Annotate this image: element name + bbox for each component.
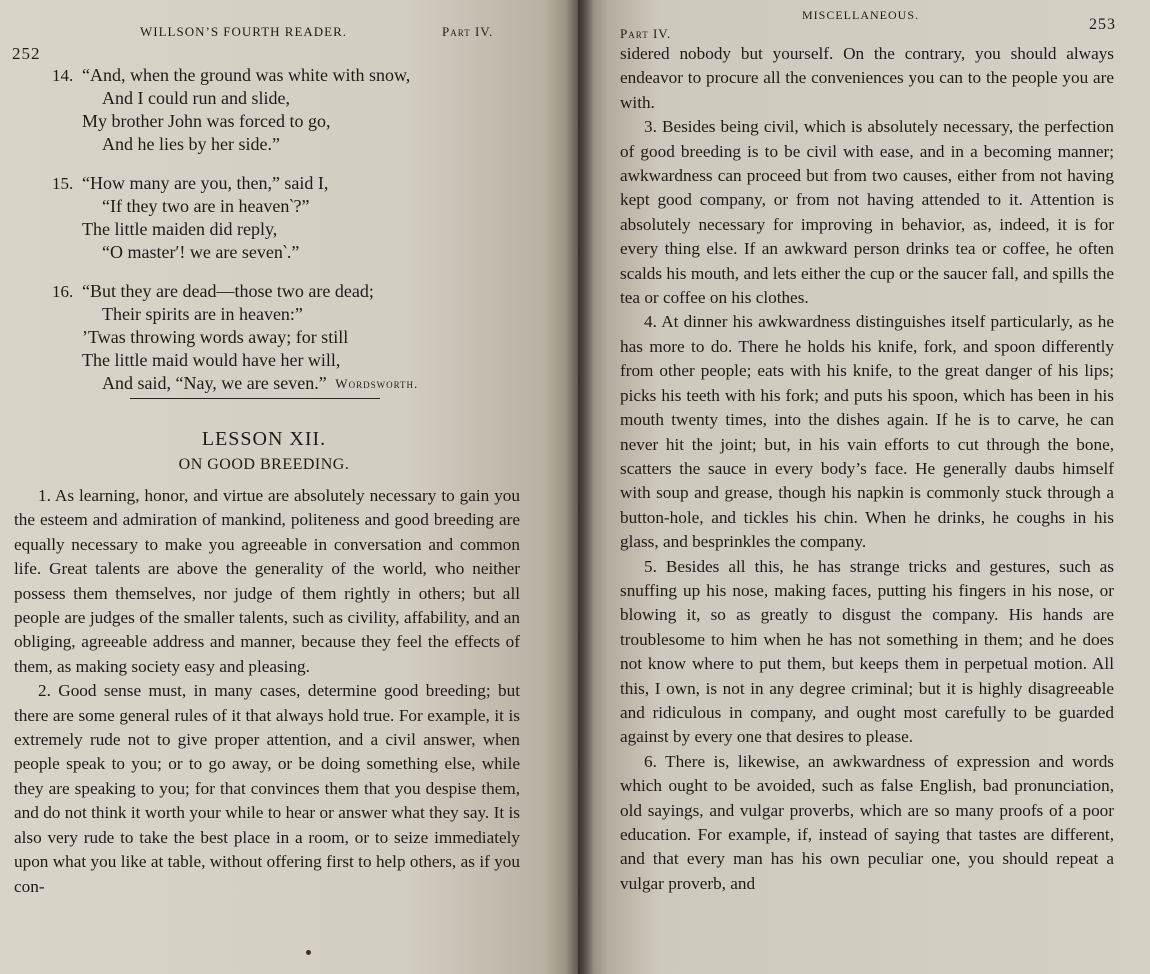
paragraph-1: 1. As learning, honor, and virtue are absolutely necessary to gain you the esteem and admiration of mankind, politeness and good breeding are equally necessary to make you agreeable in conversation and common life. Great talents are above the generality of the world, who neither possess them themselves, nor judge of them rightly in others; but all people are judges of the smaller talents, such as civility, affability, and an obliging, agreeable address and manner, because they feel the effects of them, as making society easy and pleasing. [14, 486, 520, 676]
poem-line: “If they two are in heaven‵?” [102, 196, 310, 216]
lesson-title: LESSON XII. [201, 428, 327, 450]
paragraph-4: 4. At dinner his awkwardness distinguishes itself particularly, as he has more to do. There he holds his knife, fork, and spoon differently from other people; eats with his knife, to the great danger of his lips; picks his teeth with his fork; and puts his spoon, which has been in his mouth twenty times, into the dishes again. If he is to carve, he can never hit the joint; but, in his vain efforts to cut through the bone, scatters the sauce in every body’s face. He generally daubs himself with soup and grease, though his napkin is commonly stuck through a button-hole, and tickles his chin. When he drinks, he coughs in his glass, and besprinkles the company. [620, 312, 1114, 552]
poem-author: Wordsworth. [335, 376, 419, 391]
paragraph-5: 5. Besides all this, he has strange tricks and gestures, such as snuffing up his nose, making faces, putting his fingers in his nose, or blowing it, so as greatly to disgust the company. His hands are troublesome to him when he has not something in them; and he does not know where to put them, but keeps them in perpetual motion. All this, I own, is not in any degree criminal; but it is highly disagreeable and ridiculous in company, and ought most carefully to be guarded against by every one that desires to please. [620, 556, 1114, 747]
paragraph-3: 3. Besides being civil, which is absolutely necessary, the perfection of good breeding is to be civil with ease, and in a becoming manner; awkwardness can proceed but from two causes, either from not having kept good company, or from not having attended to it. Attention is absolutely necessary for improving in behavior, as, indeed, it is for every thing else. If an awkward person drinks tea or coffee, he often scalds his mouth, and lets either the cup or the saucer fall, and spills the tea or coffee on his clothes. [620, 117, 1114, 308]
poem [52, 64, 419, 411]
poem-line: The little maiden did reply, [82, 219, 278, 239]
stanza-14 [52, 64, 410, 156]
lesson-subtitle: ON GOOD BREEDING. [178, 456, 350, 473]
continued-paragraph: sidered nobody but yourself. On the contrary, you should always endeavor to procure all the conveniences you can to the people you are with. [620, 44, 1114, 112]
stanza-15 [52, 172, 410, 264]
stanza-number: 14. [52, 66, 74, 85]
right-body-text [620, 42, 1114, 896]
paragraph-2: 2. Good sense must, in many cases, determine good breeding; but there are some general rules of it that always hold true. For example, it is extremely rude not to give proper attention, and a civil answer, when people speak to you; or to go away, or be doing something else, while they are speaking to you; for that convinces them that you despise them, and do not think it worth your while to hear or answer what they say. It is also very rude to take the best place in a room, or to seize immediately upon what you like at table, without offering first to help others, as if you con- [14, 681, 520, 896]
left-part-label: Part IV. [442, 24, 494, 39]
stanza-number: 15. [52, 174, 74, 193]
right-part-label: Part IV. [620, 26, 672, 41]
right-page [580, 0, 1150, 974]
poem-line: “O master′! we are seven‵.” [102, 242, 300, 262]
stanza-16 [52, 280, 419, 395]
poem-line: “But they are dead—those two are dead; [82, 281, 374, 301]
page-blemish [306, 950, 311, 955]
right-page-number: 253 [1089, 16, 1116, 33]
paragraph-6: 6. There is, likewise, an awkwardness of expression and words which ought to be avoided, such as false English, bad pronunciation, old sayings, and vulgar proverbs, which are so many proofs of a poor education. For example, if, instead of saying that tastes are different, and that every man has his own peculiar one, you should repeat a vulgar proverb, and [620, 751, 1114, 893]
book-gutter [566, 0, 594, 974]
poem-line: And I could run and slide, [102, 88, 290, 108]
section-divider [130, 398, 380, 399]
poem-line: And he lies by her side.” [102, 134, 280, 154]
poem-line: Their spirits are in heaven:” [102, 304, 303, 324]
stanza-number: 16. [52, 282, 74, 301]
poem-line: “And, when the ground was white with snow, [82, 65, 411, 85]
right-running-title: MISCELLANEOUS. [802, 8, 920, 22]
left-running-title: WILLSON’S FOURTH READER. [140, 24, 348, 39]
left-body-text [14, 484, 520, 899]
poem-line: The little maid would have her will, [82, 350, 341, 370]
poem-line: ’Twas throwing words away; for still [82, 327, 349, 347]
poem-line: My brother John was forced to go, [82, 111, 331, 131]
poem-line: “How many are you, then,” said I, [82, 173, 329, 193]
left-page-number: 252 [12, 44, 41, 63]
poem-line: And said, “Nay, we are seven.” [102, 373, 327, 393]
